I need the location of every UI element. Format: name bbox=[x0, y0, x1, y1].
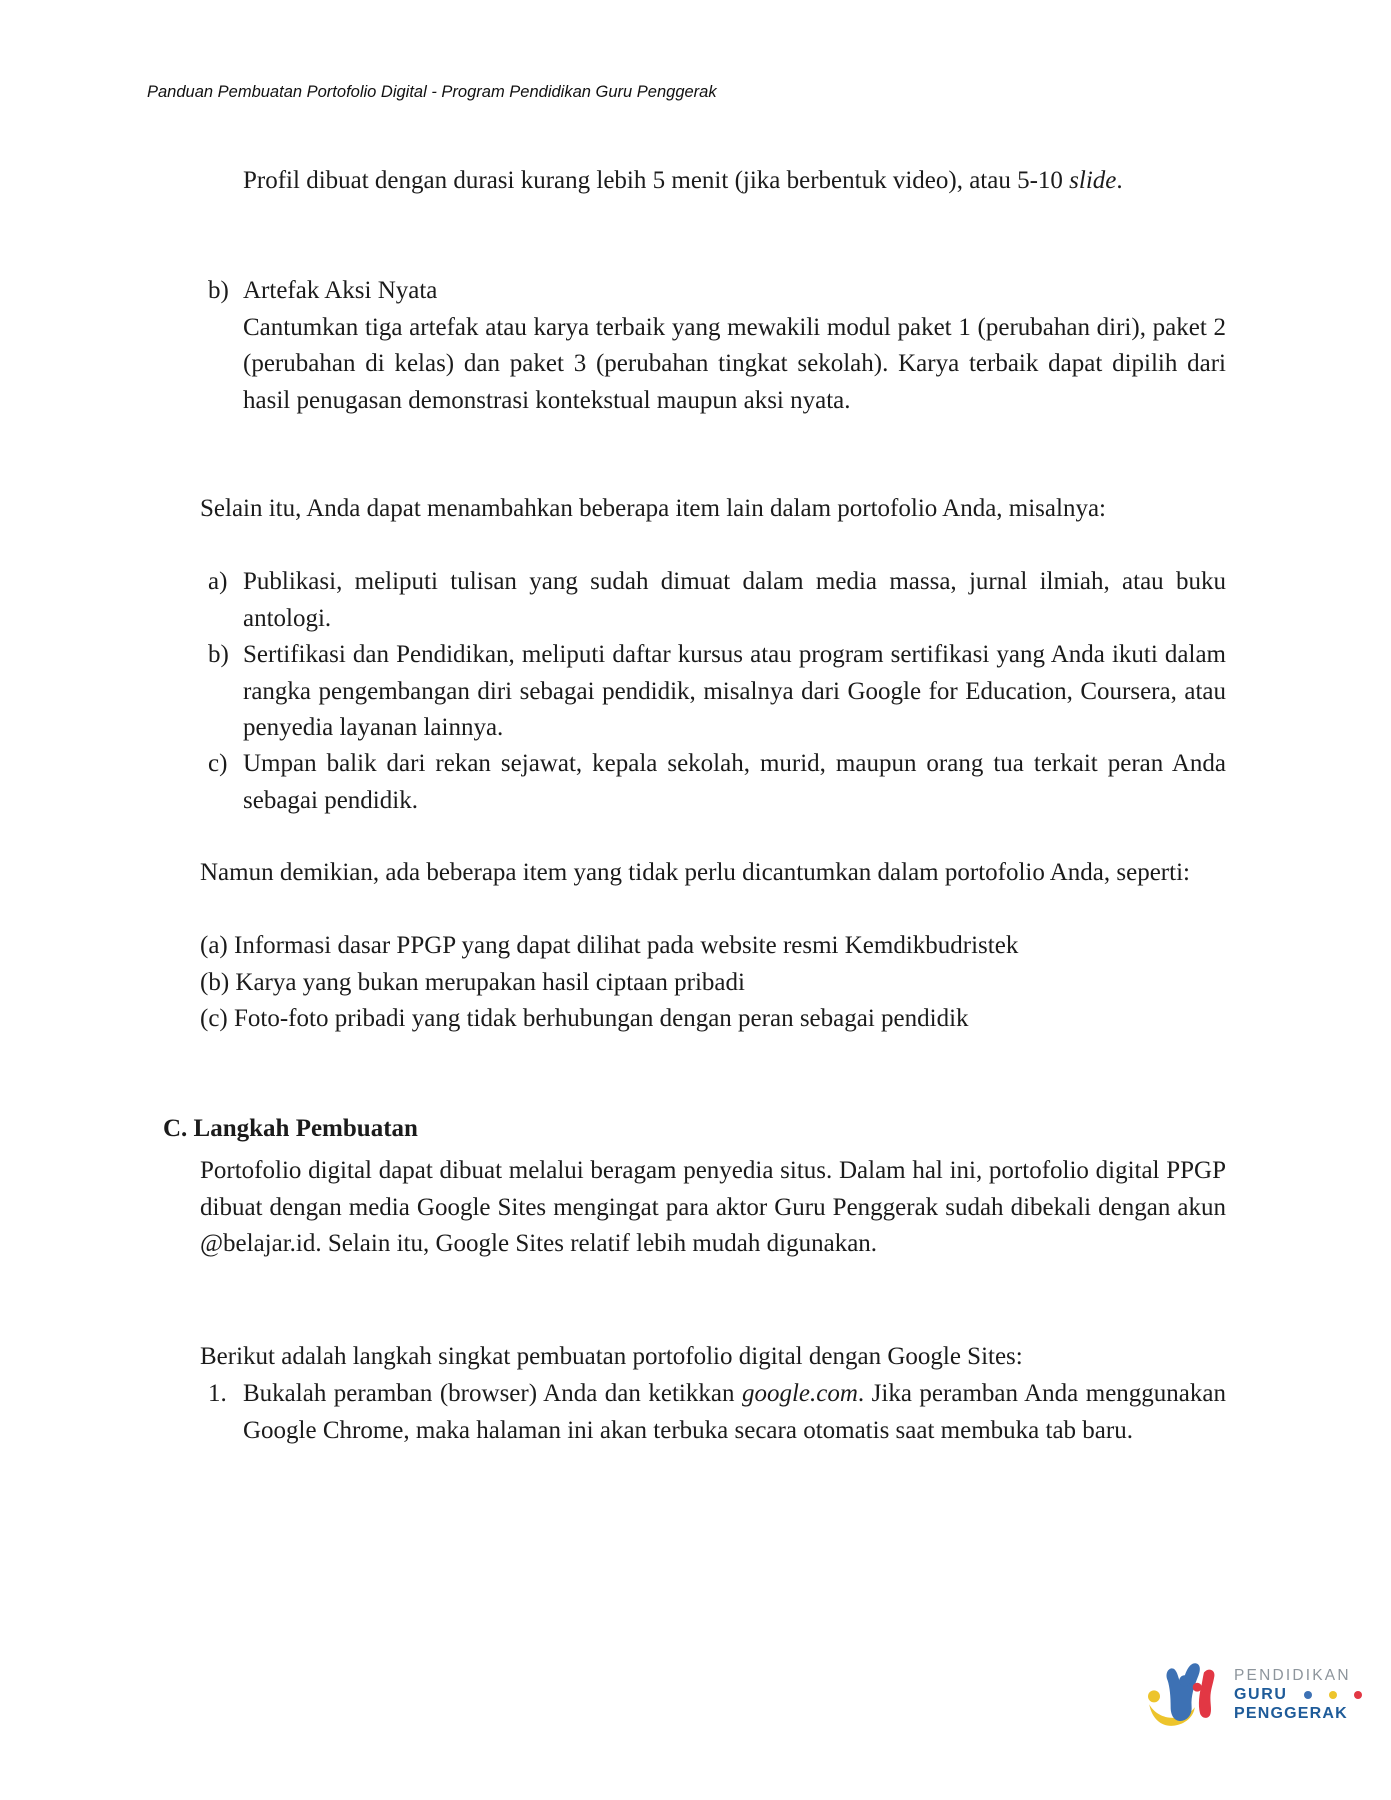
intro-italic-word: slide bbox=[1069, 167, 1117, 194]
namun-paragraph: Namun demikian, ada beberapa item yang tidak perlu dicantumkan dalam portofolio Anda, seperti: bbox=[200, 859, 1190, 886]
logo-blue-dot bbox=[1304, 1691, 1312, 1699]
intro-period: . bbox=[1116, 167, 1123, 194]
step-item-1 bbox=[208, 1376, 1226, 1449]
list-item-label: c) bbox=[208, 750, 228, 777]
step-text-after: . Jika peramban Anda menggunakan Google Chrome, maka halaman ini akan terbuka secara otomatis saat membuka tab baru. bbox=[243, 1380, 1226, 1444]
selain-paragraph: Selain itu, Anda dapat menambahkan beberapa item lain dalam portofolio Anda, misalnya: bbox=[200, 495, 1106, 522]
guru-penggerak-logo bbox=[1146, 1660, 1362, 1728]
list-item-text: Publikasi, meliputi tulisan yang sudah dimuat dalam media massa, jurnal ilmiah, atau buku antologi. bbox=[243, 568, 1226, 632]
logo-guru-label: GURU bbox=[1234, 1686, 1288, 1703]
logo-penggerak-label: PENGGERAK bbox=[1234, 1705, 1348, 1722]
list-item-label: a) bbox=[208, 568, 228, 595]
berikut-paragraph: Berikut adalah langkah singkat pembuatan portofolio digital dengan Google Sites: bbox=[200, 1343, 1023, 1370]
list-item-publikasi bbox=[208, 564, 1226, 637]
step-text-italic: google.com bbox=[741, 1380, 858, 1407]
list-item-sertifikasi bbox=[208, 637, 1226, 747]
logo-pendidikan-label: PENDIDIKAN bbox=[1234, 1667, 1351, 1684]
excluded-items-list bbox=[200, 928, 1226, 1038]
list-item-artefak bbox=[208, 273, 1226, 419]
artefak-body: Cantumkan tiga artefak atau karya terbaik yang mewakili modul paket 1 (perubahan diri), paket 2 (perubahan di kelas) dan paket 3 (perubahan tingkat sekolah). Karya terbaik dapat dipilih dari hasil penugasan demonstrasi kontekstual maupun aksi nyata. bbox=[243, 313, 1226, 414]
excluded-item: (b) Karya yang bukan merupakan hasil ciptaan pribadi bbox=[200, 968, 745, 996]
list-item-label: b) bbox=[208, 641, 229, 668]
section-c-paragraph: Portofolio digital dapat dibuat melalui beragam penyedia situs. Dalam hal ini, portofolio digital PPGP dibuat dengan media Google Sites mengingat para aktor Guru Penggerak sudah dibekali dengan akun @belajar.id. Selain itu, Google Sites relatif lebih mudah digunakan. bbox=[200, 1157, 1226, 1257]
excluded-item: (a) Informasi dasar PPGP yang dapat dilihat pada website resmi Kemdikbudristek bbox=[200, 932, 1019, 959]
logo-guru-row bbox=[1234, 1685, 1362, 1704]
list-item-umpan-balik bbox=[208, 746, 1226, 819]
list-item-text: Sertifikasi dan Pendidikan, meliputi daftar kursus atau program sertifikasi yang Anda ikuti dalam rangka pengembangan diri sebagai pendidik, misalnya dari Google for Education, Coursera, atau penyedia layanan lainnya. bbox=[243, 641, 1226, 741]
list-item-text: Umpan balik dari rekan sejawat, kepala sekolah, murid, maupun orang tua terkait peran Anda sebagai pendidik. bbox=[243, 750, 1226, 814]
artefak-title: Artefak Aksi Nyata bbox=[243, 277, 438, 304]
step-text-before: Bukalah peramban (browser) Anda dan ketikkan bbox=[243, 1380, 742, 1407]
logo-red-dot bbox=[1354, 1691, 1362, 1699]
guru-penggerak-logo-text bbox=[1234, 1666, 1362, 1723]
intro-text: Profil dibuat dengan durasi kurang lebih 5 menit (jika berbentuk video), atau 5-10 bbox=[243, 167, 1070, 194]
intro-paragraph bbox=[243, 163, 1226, 200]
logo-yellow-dot bbox=[1329, 1691, 1337, 1699]
list-item-label: b) bbox=[208, 277, 229, 304]
running-header: Panduan Pembuatan Portofolio Digital - Program Pendidikan Guru Penggerak bbox=[147, 83, 717, 101]
excluded-item: (c) Foto-foto pribadi yang tidak berhubungan dengan peran sebagai pendidik bbox=[200, 1005, 969, 1032]
section-heading: C. Langkah Pembuatan bbox=[163, 1115, 418, 1142]
step-number: 1. bbox=[208, 1380, 227, 1407]
guru-penggerak-logo-icon bbox=[1146, 1660, 1226, 1728]
